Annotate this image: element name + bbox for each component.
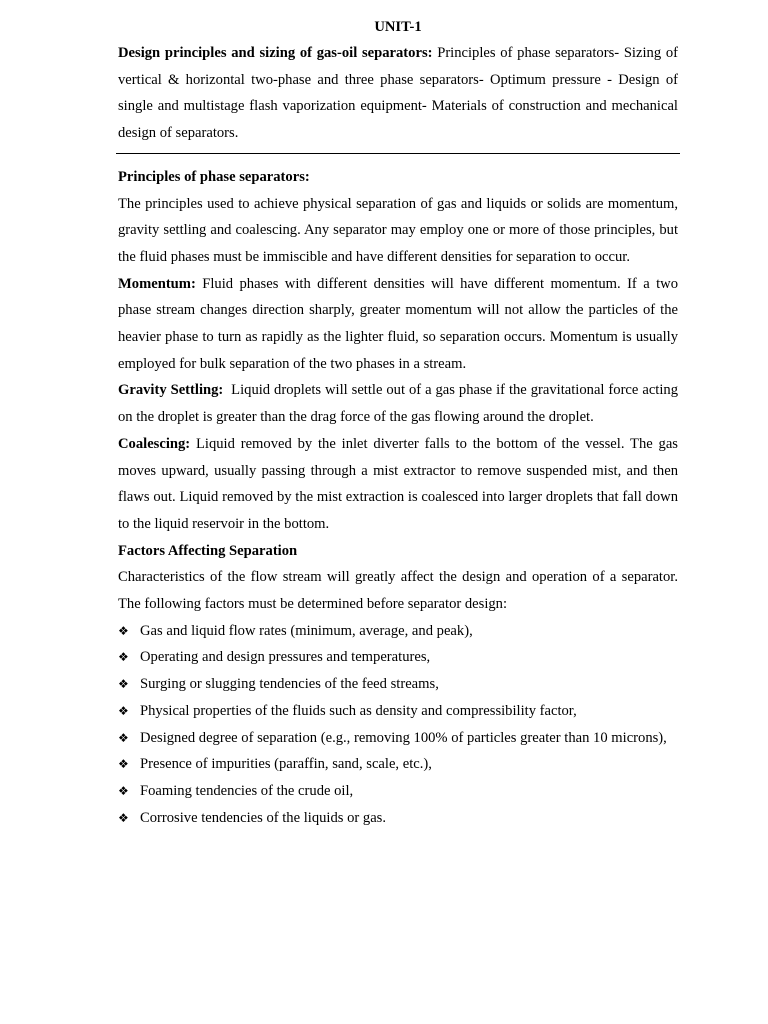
list-item-text: Gas and liquid flow rates (minimum, average, and peak), xyxy=(140,622,473,639)
diamond-bullet-icon: ❖ xyxy=(118,757,129,772)
factors-heading: Factors Affecting Separation xyxy=(118,542,298,559)
document-page xyxy=(118,14,682,831)
momentum-label: Momentum: xyxy=(118,275,196,292)
factors-list xyxy=(118,618,678,832)
momentum-text: Fluid phases with different densities will have different momentum. If a two phase stream changes direction sharply, greater momentum will not allow the particles of the heavier phase to turn as rapidly as the lighter fluid, so separation occurs. Momentum is usually employed for bulk separation of the two phases in a stream. xyxy=(118,275,678,372)
list-item-text: Foaming tendencies of the crude oil, xyxy=(140,782,354,799)
intro-heading: Design principles and sizing of gas-oil separators: xyxy=(118,45,433,61)
list-item xyxy=(118,751,678,778)
list-item-text: Operating and design pressures and temperatures, xyxy=(140,649,431,666)
list-item-text: Surging or slugging tendencies of the feed streams, xyxy=(140,676,439,693)
diamond-bullet-icon: ❖ xyxy=(118,623,129,638)
list-item-text: Physical properties of the fluids such as density and compressibility factor, xyxy=(140,702,577,719)
principles-paragraph: The principles used to achieve physical separation of gas and liquids or solids are momentum, gravity settling and coalescing. Any separator may employ one or more of those principles, but the fluid phases must be immiscible and have different densities for separation to occur. xyxy=(118,195,678,265)
gravity-paragraph xyxy=(118,377,682,430)
momentum-paragraph xyxy=(118,271,678,378)
list-item xyxy=(118,644,678,671)
list-item xyxy=(118,698,678,725)
diamond-bullet-icon: ❖ xyxy=(118,677,129,692)
list-item xyxy=(118,805,678,832)
gravity-text: Liquid droplets will settle out of a gas phase if the gravitational force acting on the droplet is greater than the drag force of the gas flowing around the droplet. xyxy=(118,382,682,426)
list-item xyxy=(118,671,678,698)
list-item-text: Designed degree of separation (e.g., removing 100% of particles greater than 10 microns), xyxy=(140,729,667,746)
coalescing-paragraph xyxy=(118,431,678,538)
diamond-bullet-icon: ❖ xyxy=(118,783,129,798)
unit-title: UNIT-1 xyxy=(374,19,422,35)
diamond-bullet-icon: ❖ xyxy=(118,810,129,825)
list-item-text: Corrosive tendencies of the liquids or gas. xyxy=(140,809,387,826)
factors-paragraph: Characteristics of the flow stream will greatly affect the design and operation of a separator. The following factors must be determined before separator design: xyxy=(118,569,678,613)
list-item xyxy=(118,618,678,645)
diamond-bullet-icon: ❖ xyxy=(118,730,129,745)
intro-text: Principles of phase separators- Sizing of vertical & horizontal two-phase and three phase separators- Optimum pressure - Design of single and multistage flash vaporization equipment- Materials of construction and mechanical design of separators. xyxy=(118,45,678,142)
coalescing-label: Coalescing: xyxy=(118,435,191,452)
list-item xyxy=(118,725,678,752)
section-divider xyxy=(116,153,680,154)
principles-heading: Principles of phase separators: xyxy=(118,168,310,185)
list-item xyxy=(118,778,678,805)
intro-paragraph xyxy=(118,40,678,147)
coalescing-text: Liquid removed by the inlet diverter falls to the bottom of the vessel. The gas moves upward, usually passing through a mist extractor to remove suspended mist, and then flaws out. Liquid removed by the mist extraction is coalesced into larger droplets that fall down to the liquid reservoir in the bottom. xyxy=(118,435,678,532)
diamond-bullet-icon: ❖ xyxy=(118,703,129,718)
gravity-label: Gravity Settling: xyxy=(118,382,224,399)
diamond-bullet-icon: ❖ xyxy=(118,650,129,665)
list-item-text: Presence of impurities (paraffin, sand, scale, etc.), xyxy=(140,756,432,773)
